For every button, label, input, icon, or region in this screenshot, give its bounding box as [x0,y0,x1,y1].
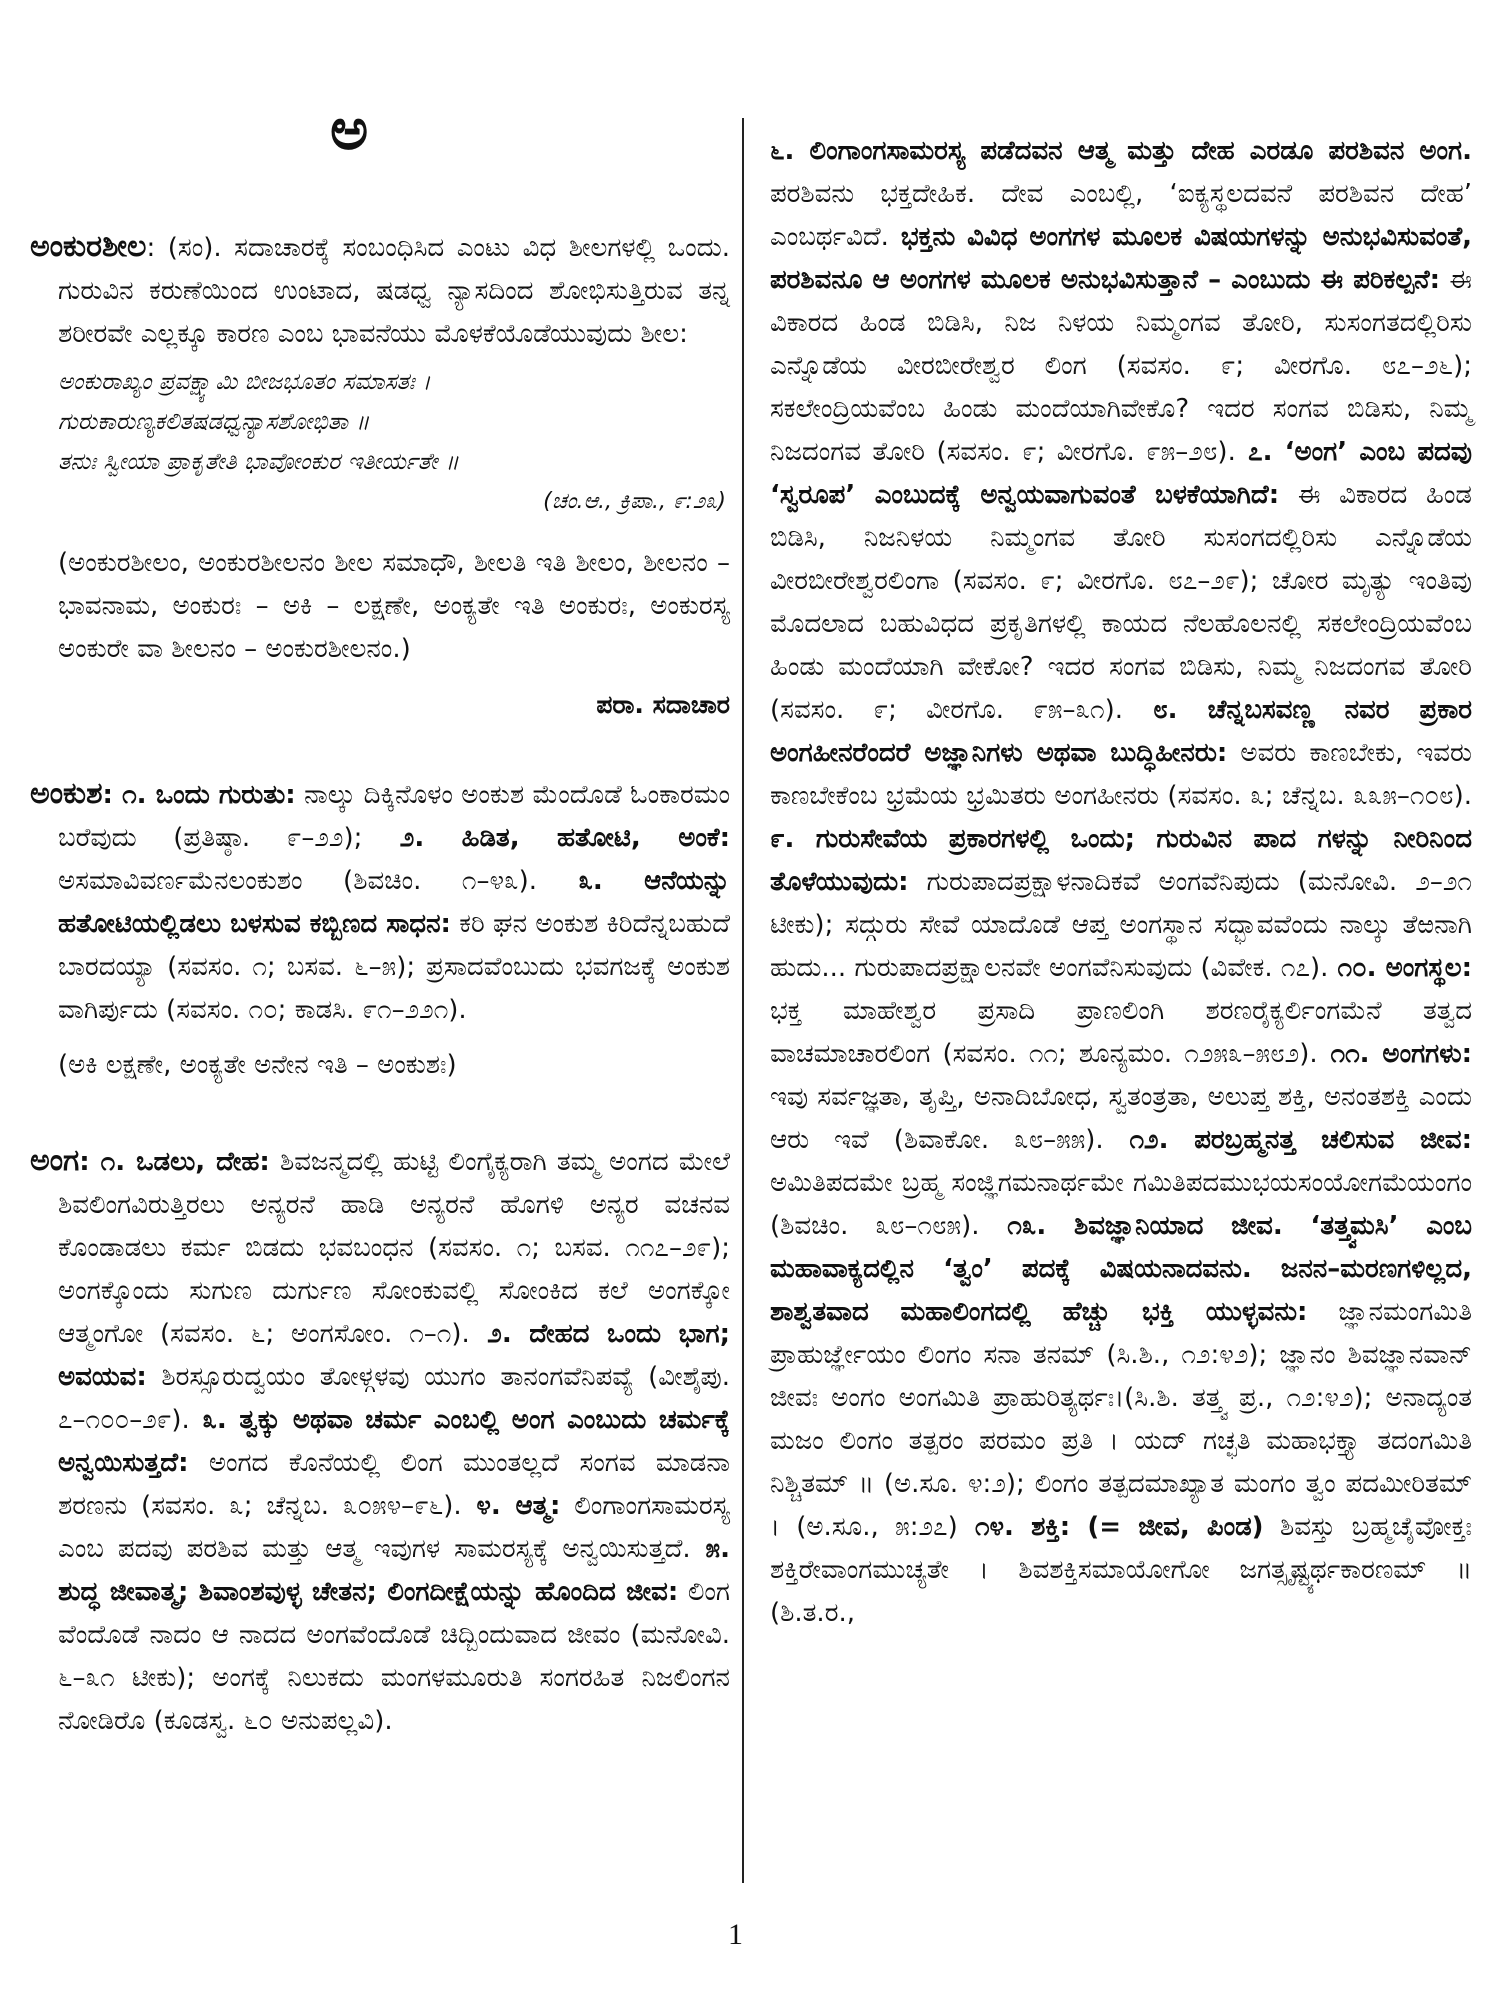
entry-anga [30,1139,730,1743]
section-letter-heading: ಅ [330,95,369,163]
sense-1-label: : ೧. ಒಡಲು, ದೇಹ: [79,1147,270,1177]
sense-6-label: ೬. ಲಿಂಗಾಂಗಸಾಮರಸ್ಯ ಪಡೆದವನ ಆತ್ಮ ಮತ್ತು ದೇಹ ಎರಡೂ ಪರಶಿವನ ಅಂಗ. [770,136,1472,166]
verse-line-1: ಅಂಕುರಾಖ್ಯಂ ಪ್ರವಕ್ಷ್ಯಾಮಿ ಬೀಜಭೂತಂ ಸಮಾಸತಃ । [58,369,431,395]
sense-2-text: ಅಸಮಾವಿವರ್ಣಮೆನಲಂಕುಶಂ (ಶಿವಚಿಂ. ೧–೪೩). [58,866,538,896]
column-divider [742,118,744,1883]
sense-10-text: ಭಕ್ತ ಮಾಹೇಶ್ವರ ಪ್ರಸಾದಿ ಪ್ರಾಣಲಿಂಗಿ ಶರಣರೈಕ್ಯರ್ಲಿಂಗಮೆನೆ ತತ್ವದ ವಾಚಮಾಚಾರಲಿಂಗ (ಸವಸಂ. ೧೧; ಶೂನ್ಯಮಂ. ೧೨೫೩–೫೮೨). [770,996,1472,1069]
sense-2-label: ೨. ಹಿಡಿತ, ಹತೋಟಿ, ಅಂಕೆ: [362,823,730,853]
entry-ankusha-definition [30,772,730,1032]
sense-11-label: ೧೧. ಅಂಗಗಳು: [1317,1039,1472,1069]
headword-anga: ಅಂಗ [30,1143,80,1178]
headword-ankurashila: ಅಂಕುರಶೀಲ [30,229,147,264]
sense-3-text: ಕರಿ ಘನ ಅಂಕುಶ ಕಿರಿದೆನ್ನಬಹುದೆ ಬಾರದಯ್ಯಾ (ಸವಸಂ. ೧; ಬಸವ. ೬–೫); ಪ್ರಸಾದವೆಂಬುದು ಭವಗಜಕ್ಕೆ ಅಂಕುಶ ವಾಗಿರ್ಪುದು (ಸವಸಂ. ೧೦; ಕಾಡಸಿ. ೯೧–೨೨೧). [58,909,730,1025]
etymology: (ಅಕಿ ಲಕ್ಷಣೇ, ಅಂಕ್ಯತೇ ಅನೇನ ಇತಿ – ಅಂಕುಶಃ) [58,1050,457,1080]
verse-block [58,362,730,522]
sense-10-label: ೧೦. ಅಂಗಸ್ಥಲ: [1328,953,1472,983]
headword-ankusha: ಅಂಕುಶ [30,776,103,811]
verse-line-2: ಗುರುಕಾರುಣ್ಯಕಲಿತಷಡಧ್ವನ್ಯಾಸಶೋಭಿತಾ ॥ [58,409,370,435]
sense-1-text: ನಾಲ್ಕು ದಿಕ್ಕಿನೊಳಂ ಅಂಕುಶ ಮೆಂದೊಡೆ ಓಂಕಾರಮಂ ಬರೆವುದು (ಪ್ರತಿಷ್ಠಾ. ೯–೨೨); [58,780,730,853]
right-column [770,130,1472,1635]
sense-7-label: ೭. ‘ಅಂಗ’ ಎಂಬ ಪದವು ‘ಸ್ವರೂಪ’ ಎಂಬುದಕ್ಕೆ ಅನ್ವಯವಾಗುವಂತೆ ಬಳಕೆಯಾಗಿದೆ: [770,437,1472,510]
sense-2-label: ೨. ದೇಹದ ಒಂದು ಭಾಗ; ಅವಯವ: [58,1319,730,1392]
sense-1-text: ಶಿವಜನ್ಮದಲ್ಲಿ ಹುಟ್ಟಿ ಲಿಂಗೈಕ್ಯರಾಗಿ ತಮ್ಮ ಅಂಗದ ಮೇಲೆ ಶಿವಲಿಂಗವಿರುತ್ತಿರಲು ಅನ್ಯರನೆ ಹಾಡಿ ಅನ್ಯರನೆ ಹೊಗಳಿ ಅನ್ಯರ ವಚನವ ಕೊಂಡಾಡಲು ಕರ್ಮ ಬಿಡದು ಭವಬಂಧನ (ಸವಸಂ. ೧; ಬಸವ. ೧೧೭–೨೯); ಅಂಗಕ್ಕೊಂದು ಸುಗುಣ ದುರ್ಗುಣ ಸೋಂಕುವಲ್ಲಿ ಸೋಂಕಿದ ಕಲೆ ಅಂಗಕ್ಕೋ ಆತ್ಮಂಗೋ (ಸವಸಂ. ೬; ಅಂಗಸೋಂ. ೧–೧). [58,1147,730,1349]
sense-13-label: ೧೩. ಶಿವಜ್ಞಾನಿಯಾದ ಜೀವ. ‘ತತ್ತ್ವಮಸಿ’ ಎಂಬ ಮಹಾವಾಕ್ಯದಲ್ಲಿನ ‘ತ್ವಂ’ ಪದಕ್ಕೆ ವಿಷಯನಾದವನು. ಜನನ–ಮರಣಗಳಿಲ್ಲದ, ಶಾಶ್ವತವಾದ ಮಹಾಲಿಂಗದಲ್ಲಿ ಹೆಚ್ಚು ಭಕ್ತಿ ಯುಳ್ಳವನು: [770,1211,1473,1327]
entry-ankurashila-definition [30,225,730,356]
sense-9-label: ೯. ಗುರುಸೇವೆಯ ಪ್ರಕಾರಗಳಲ್ಲಿ ಒಂದು; ಗುರುವಿನ ಪಾದ ಗಳನ್ನು ನೀರಿನಿಂದ ತೊಳೆಯುವುದು: [770,824,1472,897]
entry-anga-continued [770,130,1472,1635]
page-number: 1 [728,1918,743,1951]
sense-13-text: ಜ್ಞಾನಮಂಗಮಿತಿ ಪ್ರಾಹುರ್ಜ್ಞೇಯಂ ಲಿಂಗಂ ಸನಾ ತನಮ್ (ಸಿ.ಶಿ., ೧೨:೪೨); ಜ್ಞಾನಂ ಶಿವಜ್ಞಾನವಾನ್ ಜೀವಃ ಅಂಗಂ ಅಂಗಮಿತಿ ಪ್ರಾಹುರಿತ್ಯರ್ಥಃ।(ಸಿ.ಶಿ. ತತ್ತ್ವ ಪ್ರ., ೧೨:೪೨); ಅನಾದ್ಯಂತ ಮಜಂ ಲಿಂಗಂ ತತ್ಪರಂ ಪರಮಂ ಪ್ರತಿ । ಯದ್ ಗಚ್ಛತಿ ಮಹಾಭಕ್ತ್ಯಾ ತದಂಗಮಿತಿ ನಿಶ್ಚಿತಮ್ ॥ (ಅ.ಸೂ. ೪:೨); ಲಿಂಗಂ ತತ್ಪದಮಾಖ್ಯಾತ ಮಂಗಂ ತ್ವಂ ಪದಮೀರಿತಮ್ । (ಅ.ಸೂ., ೫:೨೭) [770,1297,1472,1542]
definition-text: : (ಸಂ). ಸದಾಚಾರಕ್ಕೆ ಸಂಬಂಧಿಸಿದ ಎಂಟು ವಿಧ ಶೀಲಗಳಲ್ಲಿ ಒಂದು. ಗುರುವಿನ ಕರುಣೆಯಿಂದ ಉಂಟಾದ, ಷಡಧ್ವ ನ್ಯಾಸದಿಂದ ಶೋಭಿಸುತ್ತಿರುವ ತನ್ನ ಶರೀರವೇ ಎಲ್ಲಕ್ಕೂ ಕಾರಣ ಎಂಬ ಭಾವನೆಯು ಮೊಳಕೆಯೊಡೆಯುವುದು ಶೀಲ: [58,233,730,349]
sense-8-label: ೮. ಚೆನ್ನಬಸವಣ್ಣ ನವರ ಪ್ರಕಾರ ಅಂಗಹೀನರೆಂದರೆ ಅಜ್ಞಾನಿಗಳು ಅಥವಾ ಬುದ್ಧಿಹೀನರು: [770,695,1472,768]
sense-2-text: ಶಿರಸ್ಸೂರುದ್ವಯಂ ತೋಳ್ಗಳವು ಯುಗಂ ತಾನಂಗವೆನಿಪವ್ಯೆ (ವೀಶೈಪು. ೭–೧೦೦–೨೯). [58,1362,730,1435]
sense-3-label: ೩. ತ್ವಕ್ಕು ಅಥವಾ ಚರ್ಮ ಎಂಬಲ್ಲಿ ಅಂಗ ಎಂಬುದು ಚರ್ಮಕ್ಕೆ ಅನ್ವಯಿಸುತ್ತದೆ: [58,1405,730,1478]
sense-9-text: ಗುರುಪಾದಪ್ರಕ್ಷಾಳನಾದಿಕವೆ ಅಂಗವೆನಿಪುದು (ಮನೋವಿ. ೨–೨೧ ಟೀಕು); ಸದ್ಗುರು ಸೇವೆ ಯಾದೊಡೆ ಆಪ್ತ ಅಂಗಸ್ಥಾನ ಸದ್ಭಾವವೆಂದು ನಾಲ್ಕು ತೆಱನಾಗಿ ಹುದು... ಗುರುಪಾದಪ್ರಕ್ಷಾಲನವೇ ಅಂಗವೆನಿಸುವುದು (ವಿವೇಕ. ೧೭). [770,867,1472,983]
sense-12-text: ಅಮಿತಿಪದಮೇ ಬ್ರಹ್ಮ ಸಂಜ್ಞಿಗಮನಾರ್ಥಮೇ ಗಮಿತಿಪದಮುಭಯಸಂಯೋಗಮೆಯಂಗಂ (ಶಿವಚಿಂ. ೩೮–೧೮೫). [770,1168,1472,1241]
sense-14-label: ೧೪. ಶಕ್ತಿ: (= ಜೀವ, ಪಿಂಡ) [957,1512,1264,1542]
sense-5-text: ಲಿಂಗ ವೆಂದೊಡೆ ನಾದಂ ಆ ನಾದದ ಅಂಗವೆಂದೊಡೆ ಚಿದ್ಬಿಂದುವಾದ ಜೀವಂ (ಮನೋವಿ. ೬–೩೧ ಟೀಕು); ಅಂಗಕ್ಕೆ ನಿಲುಕದು ಮಂಗಳಮೂರುತಿ ಸಂಗರಹಿತ ನಿಜಲಿಂಗನ ನೋಡಿರೊ (ಕೂಡಸ್ವ. ೬೦ ಅನುಪಲ್ಲವಿ). [58,1577,730,1736]
sense-11-text: ಇವು ಸರ್ವಜ್ಞತಾ, ತೃಪ್ತಿ, ಅನಾದಿಬೋಧ, ಸ್ವತಂತ್ರತಾ, ಅಲುಪ್ತ ಶಕ್ತಿ, ಅನಂತಶಕ್ತಿ ಎಂದು ಆರು ಇವೆ (ಶಿವಾಕೋ. ೩೮–೫೫). [770,1082,1472,1155]
left-column [30,95,730,1743]
etymology: (ಅಂಕುರಶೀಲಂ, ಅಂಕುರಶೀಲನಂ ಶೀಲ ಸಮಾಧೌ, ಶೀಲತಿ ಇತಿ ಶೀಲಂ, ಶೀಲನಂ – ಭಾವನಾಮ, ಅಂಕುರಃ – ಅಕಿ – ಲಕ್ಷಣೇ, ಅಂಕ್ಯತೇ ಇತಿ ಅಂಕುರಃ, ಅಂಕುರಸ್ಯ ಅಂಕುರೇ ವಾ ಶೀಲನಂ – ಅಂಕುರಶೀಲನಂ.) [58,548,730,664]
sense-14-text: ಶಿವಸ್ತು ಬ್ರಹ್ಮಚೈವೋಕ್ತಃ ಶಕ್ತಿರೇವಾಂಗಮುಚ್ಯತೇ । ಶಿವಶಕ್ತಿಸಮಾಯೋಗೋ ಜಗತ್ಸೃಷ್ಟ್ಯರ್ಥಕಾರಣಮ್ ॥ (ಶಿ.ತ.ರ., [770,1512,1472,1628]
sense-6-note-text: ಈ ವಿಕಾರದ ಹಿಂಡ ಬಿಡಿಸಿ, ನಿಜ ನಿಳಯ ನಿಮ್ಮಂಗವ ತೋರಿ, ಸುಸಂಗತದಲ್ಲಿರಿಸು ಎನ್ನೊಡೆಯ ವೀರಬೀರೇಶ್ವರ ಲಿಂಗ (ಸವಸಂ. ೯; ವೀರಗೊ. ೮೭–೨೬); ಸಕಲೇಂದ್ರಿಯವೆಂಬ ಹಿಂಡು ಮಂದೆಯಾಗಿವೇಕೊ? ಇದರ ಸಂಗವ ಬಿಡಿಸು, ನಿಮ್ಮ ನಿಜದಂಗವ ತೋರಿ (ಸವಸಂ. ೯; ವೀರಗೊ. ೯೫–೨೮). [770,265,1472,467]
sense-5-label: ೫. ಶುದ್ಧ ಜೀವಾತ್ಮ; ಶಿವಾಂಶವುಳ್ಳ ಚೇತನ; ಲಿಂಗದೀಕ್ಷೆಯನ್ನು ಹೊಂದಿದ ಜೀವ: [58,1534,730,1607]
sense-4-text: ಲಿಂಗಾಂಗಸಾಮರಸ್ಯ ಎಂಬ ಪದವು ಪರಶಿವ ಮತ್ತು ಆತ್ಮ ಇವುಗಳ ಸಾಮರಸ್ಯಕ್ಕೆ ಅನ್ವಯಿಸುತ್ತದೆ. [58,1491,730,1564]
entry-ankusha [30,772,730,1087]
verse-line-3: ತನುಃ ಸ್ವೀಯಾ ಪ್ರಾಕೃತೇತಿ ಭಾವೋಂಕುರ ಇತೀರ್ಯತೇ ॥ [58,449,459,475]
sense-7-text: ಈ ವಿಕಾರದ ಹಿಂಡ ಬಿಡಿಸಿ, ನಿಜನಿಳಯ ನಿಮ್ಮಂಗವ ತೋರಿ ಸುಸಂಗದಲ್ಲಿರಿಸು ಎನ್ನೊಡೆಯ ವೀರಬೀರೇಶ್ವರಲಿಂಗಾ (ಸವಸಂ. ೯; ವೀರಗೊ. ೮೭–೨೯); ಚೋರ ಮೃತ್ಯು ಇಂತಿವು ಮೊದಲಾದ ಬಹುವಿಧದ ಪ್ರಕೃತಿಗಳಲ್ಲಿ ಕಾಯದ ನೆಲಹೊಲನಲ್ಲಿ ಸಕಲೇಂದ್ರಿಯವೆಂಬ ಹಿಂಡು ಮಂದೆಯಾಗಿ ವೇಕೋ? ಇದರ ಸಂಗವ ಬಿಡಿಸು, ನಿಮ್ಮ ನಿಜದಂಗವ ತೋರಿ (ಸವಸಂ. ೯; ವೀರಗೊ. ೯೫–೩೧). [770,480,1472,725]
sense-6-note-label: ಭಕ್ತನು ವಿವಿಧ ಅಂಗಗಳ ಮೂಲಕ ವಿಷಯಗಳನ್ನು ಅನುಭವಿಸುವಂತೆ, ಪರಶಿವನೂ ಆ ಅಂಗಗಳ ಮೂಲಕ ಅನುಭವಿಸುತ್ತಾನೆ – ಎಂಬುದು ಈ ಪರಿಕಲ್ಪನೆ: [770,222,1472,295]
entry-ankurashila [30,225,730,726]
sense-3-text: ಅಂಗದ ಕೊನೆಯಲ್ಲಿ ಲಿಂಗ ಮುಂತಲ್ಲದೆ ಸಂಗವ ಮಾಡನಾ ಶರಣನು (ಸವಸಂ. ೩; ಚೆನ್ನಬ. ೩೦೫೪–೯೬). [58,1448,730,1521]
sense-1-label: : ೧. ಒಂದು ಗುರುತು: [102,780,296,810]
verse-reference: (ಚಂ.ಆ., ಕ್ರಿಪಾ., ೯:೨೩) [543,489,726,514]
sense-3-label: ೩. ಆನೆಯನ್ನು ಹತೋಟಿಯಲ್ಲಿಡಲು ಬಳಸುವ ಕಬ್ಬಿಣದ ಸಾಧನ: [58,866,730,939]
sense-8-text: ಅವರು ಕಾಣಬೇಕು, ಇವರು ಕಾಣಬೇಕೆಂಬ ಭ್ರಮೆಯ ಭ್ರಮಿತರು ಅಂಗಹೀನರು (ಸವಸಂ. ೩; ಚೆನ್ನಬ. ೩೩೫–೧೦೮). [770,738,1472,811]
sense-4-label: ೪. ಆತ್ಮ: [461,1491,561,1521]
sense-6-text: ಪರಶಿವನು ಭಕ್ತದೇಹಿಕ. ದೇವ ಎಂಬಲ್ಲಿ, ‘ಐಕ್ಯಸ್ಥಲದವನೆ ಪರಶಿವನ ದೇಹ’ ಎಂಬರ್ಥವಿದೆ. [770,179,1472,252]
cross-reference: ಪರಾ. ಸದಾಚಾರ [596,690,730,719]
entry-anga-definition [30,1139,730,1743]
sense-12-label: ೧೨. ಪರಬ್ರಹ್ಮನತ್ತ ಚಲಿಸುವ ಜೀವ: [1103,1125,1472,1155]
